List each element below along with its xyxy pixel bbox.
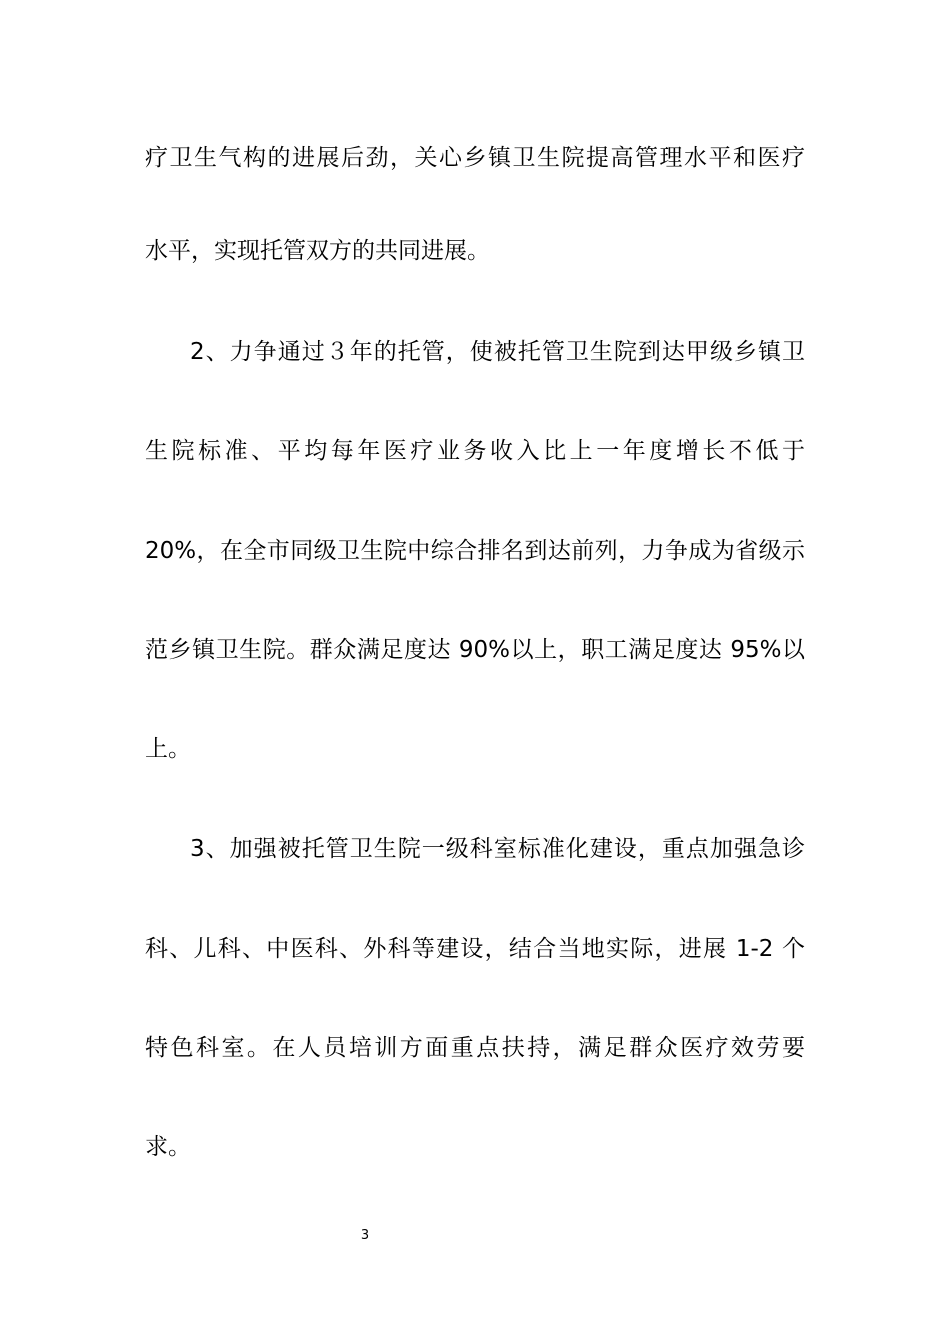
paragraph-1-line-2: 水平，实现托管双方的共同进展。 xyxy=(145,238,490,264)
page-number: 3 xyxy=(360,1228,370,1243)
paragraph-2-line-1: 2、力争通过３年的托管，使被托管卫生院到达甲级乡镇卫 xyxy=(190,339,805,365)
paragraph-3-line-2: 科、儿科、中医科、外科等建设，结合当地实际，进展 1-2 个 xyxy=(145,936,805,962)
paragraph-2-line-4: 范乡镇卫生院。群众满足度达 90%以上，职工满足度达 95%以 xyxy=(145,637,805,663)
paragraph-1-line-1: 疗卫生气构的进展后劲，关心乡镇卫生院提高管理水平和医疗 xyxy=(145,145,805,171)
paragraph-3-line-3: 特色科室。在人员培训方面重点扶持，满足群众医疗效劳要 xyxy=(145,1035,805,1061)
paragraph-3-line-4: 求。 xyxy=(145,1134,191,1160)
paragraph-2-line-3: 20%，在全市同级卫生院中综合排名到达前列，力争成为省级示 xyxy=(145,538,805,564)
paragraph-2-line-2: 生院标准、平均每年医疗业务收入比上一年度增长不低于 xyxy=(145,438,805,464)
paragraph-2-line-5: 上。 xyxy=(145,736,191,762)
paragraph-3-line-1: 3、加强被托管卫生院一级科室标准化建设，重点加强急诊 xyxy=(190,836,805,862)
